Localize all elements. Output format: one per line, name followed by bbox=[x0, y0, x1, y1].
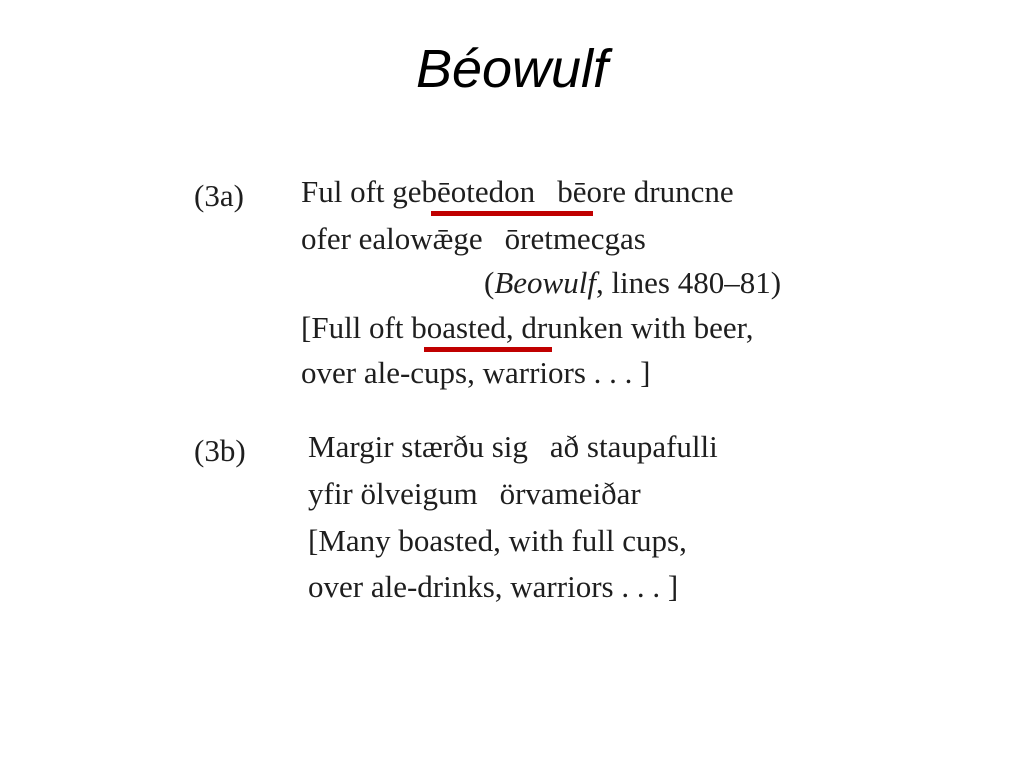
citation-title: Beowulf bbox=[494, 265, 596, 300]
citation-open-paren: ( bbox=[484, 265, 495, 300]
example-3a-line-1 bbox=[301, 176, 734, 207]
example-3b-translation-line-2: over ale-drinks, warriors . . . ] bbox=[308, 569, 679, 604]
example-3a-line-2-second-half: ōretmecgas bbox=[504, 221, 646, 256]
example-3a-citation bbox=[484, 267, 781, 298]
scanned-excerpt bbox=[186, 158, 846, 628]
example-3b-translation-line-1: [Many boasted, with full cups, bbox=[308, 523, 687, 558]
example-3b-line-2 bbox=[308, 478, 641, 509]
slide-title: Béowulf bbox=[415, 39, 609, 99]
boasted-underline bbox=[424, 347, 552, 352]
gebeotedon-underline bbox=[431, 211, 593, 216]
example-3a-translation-line-1: [Full oft boasted, drunken with beer, bbox=[301, 310, 754, 345]
example-3a-line-1-first-half: Ful oft gebēotedon bbox=[301, 174, 536, 209]
example-3b-line-1-second-half: að staupafulli bbox=[549, 429, 718, 464]
example-3a-line-1-second-half: bēore druncne bbox=[557, 174, 734, 209]
example-3b-label: (3b) bbox=[194, 433, 246, 468]
example-3a-translation-line-2: over ale-cups, warriors . . . ] bbox=[301, 355, 651, 390]
citation-lines: , lines 480–81) bbox=[595, 265, 782, 300]
example-3b-line-1-first-half: Margir stærðu sig bbox=[308, 429, 528, 464]
example-3a-line-2 bbox=[301, 223, 646, 254]
example-3b-line-2-first-half: yfir ölveigum bbox=[308, 476, 478, 511]
example-3a-line-2-first-half: ofer ealowǣge bbox=[301, 221, 483, 256]
example-3a-label: (3a) bbox=[194, 178, 244, 213]
example-3b-line-2-second-half: örvameiðar bbox=[499, 476, 641, 511]
example-3b-line-1 bbox=[308, 431, 718, 462]
